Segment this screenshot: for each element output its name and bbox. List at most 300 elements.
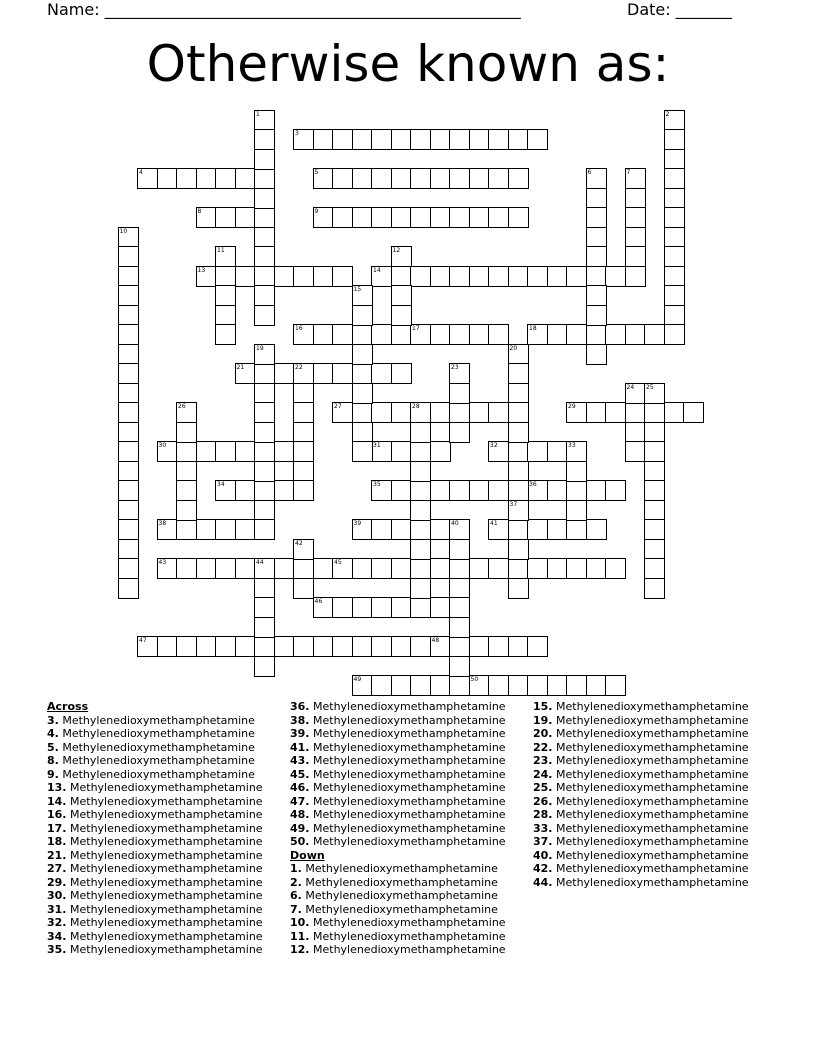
crossword-cell[interactable] — [410, 461, 431, 482]
crossword-cell[interactable] — [137, 168, 158, 189]
crossword-cell[interactable] — [274, 441, 295, 462]
crossword-cell[interactable] — [332, 324, 353, 345]
crossword-cell[interactable] — [469, 324, 490, 345]
crossword-cell[interactable] — [176, 168, 197, 189]
crossword-cell[interactable] — [449, 675, 470, 696]
crossword-cell[interactable] — [196, 168, 217, 189]
crossword-cell[interactable] — [664, 129, 685, 150]
crossword-cell[interactable] — [586, 558, 607, 579]
crossword-cell[interactable] — [293, 402, 314, 423]
crossword-cell[interactable] — [371, 675, 392, 696]
crossword-cell[interactable] — [332, 168, 353, 189]
crossword-cell[interactable] — [391, 636, 412, 657]
crossword-cell[interactable] — [371, 636, 392, 657]
crossword-cell[interactable] — [313, 636, 334, 657]
crossword-cell[interactable] — [391, 558, 412, 579]
crossword-cell[interactable] — [430, 558, 451, 579]
crossword-cell[interactable] — [254, 636, 275, 657]
crossword-cell[interactable] — [293, 539, 314, 560]
crossword-cell[interactable] — [410, 129, 431, 150]
crossword-cell[interactable] — [664, 285, 685, 306]
crossword-cell[interactable] — [469, 636, 490, 657]
crossword-cell[interactable] — [371, 402, 392, 423]
crossword-cell[interactable] — [371, 266, 392, 287]
crossword-cell[interactable] — [371, 363, 392, 384]
crossword-cell[interactable] — [488, 636, 509, 657]
crossword-cell[interactable] — [430, 597, 451, 618]
crossword-cell[interactable] — [508, 383, 529, 404]
crossword-cell[interactable] — [488, 519, 509, 540]
crossword-cell[interactable] — [235, 363, 256, 384]
crossword-cell[interactable] — [293, 578, 314, 599]
crossword-cell[interactable] — [605, 480, 626, 501]
crossword-cell[interactable] — [430, 168, 451, 189]
crossword-cell[interactable] — [410, 402, 431, 423]
crossword-cell[interactable] — [293, 422, 314, 443]
crossword-cell[interactable] — [371, 480, 392, 501]
crossword-cell[interactable] — [215, 636, 236, 657]
crossword-cell[interactable] — [410, 578, 431, 599]
crossword-cell[interactable] — [547, 675, 568, 696]
crossword-cell[interactable] — [527, 441, 548, 462]
crossword-cell[interactable] — [254, 578, 275, 599]
crossword-cell[interactable] — [605, 558, 626, 579]
crossword-cell[interactable] — [566, 402, 587, 423]
crossword-cell[interactable] — [118, 441, 139, 462]
crossword-cell[interactable] — [586, 266, 607, 287]
crossword-cell[interactable] — [235, 441, 256, 462]
crossword-cell[interactable] — [664, 110, 685, 131]
crossword-cell[interactable] — [586, 285, 607, 306]
crossword-cell[interactable] — [508, 129, 529, 150]
crossword-cell[interactable] — [449, 578, 470, 599]
crossword-cell[interactable] — [118, 558, 139, 579]
crossword-cell[interactable] — [215, 285, 236, 306]
crossword-cell[interactable] — [664, 266, 685, 287]
crossword-cell[interactable] — [391, 363, 412, 384]
crossword-cell[interactable] — [586, 675, 607, 696]
crossword-cell[interactable] — [391, 324, 412, 345]
date-line[interactable]: _______ — [675, 0, 732, 19]
crossword-cell[interactable] — [488, 324, 509, 345]
crossword-cell[interactable] — [118, 246, 139, 267]
crossword-cell[interactable] — [664, 149, 685, 170]
crossword-cell[interactable] — [352, 363, 373, 384]
crossword-cell[interactable] — [235, 168, 256, 189]
crossword-cell[interactable] — [118, 266, 139, 287]
crossword-cell[interactable] — [391, 129, 412, 150]
crossword-cell[interactable] — [410, 168, 431, 189]
crossword-cell[interactable] — [274, 558, 295, 579]
crossword-cell[interactable] — [215, 305, 236, 326]
crossword-cell[interactable] — [157, 558, 178, 579]
crossword-cell[interactable] — [391, 675, 412, 696]
crossword-cell[interactable] — [176, 402, 197, 423]
crossword-cell[interactable] — [488, 207, 509, 228]
crossword-cell[interactable] — [410, 500, 431, 521]
crossword-cell[interactable] — [625, 207, 646, 228]
crossword-cell[interactable] — [254, 266, 275, 287]
crossword-cell[interactable] — [176, 461, 197, 482]
crossword-cell[interactable] — [352, 558, 373, 579]
crossword-cell[interactable] — [352, 129, 373, 150]
crossword-cell[interactable] — [254, 305, 275, 326]
crossword-cell[interactable] — [196, 441, 217, 462]
crossword-cell[interactable] — [118, 383, 139, 404]
crossword-cell[interactable] — [332, 597, 353, 618]
crossword-cell[interactable] — [157, 441, 178, 462]
crossword-cell[interactable] — [508, 422, 529, 443]
crossword-cell[interactable] — [508, 636, 529, 657]
crossword-cell[interactable] — [332, 207, 353, 228]
crossword-cell[interactable] — [664, 246, 685, 267]
name-line[interactable]: ____________________________________________________ — [104, 0, 521, 19]
crossword-cell[interactable] — [625, 227, 646, 248]
crossword-cell[interactable] — [586, 324, 607, 345]
crossword-cell[interactable] — [644, 578, 665, 599]
crossword-cell[interactable] — [527, 558, 548, 579]
crossword-cell[interactable] — [605, 675, 626, 696]
crossword-cell[interactable] — [488, 266, 509, 287]
crossword-cell[interactable] — [508, 519, 529, 540]
crossword-cell[interactable] — [469, 129, 490, 150]
crossword-cell[interactable] — [586, 188, 607, 209]
crossword-cell[interactable] — [508, 363, 529, 384]
crossword-cell[interactable] — [664, 227, 685, 248]
crossword-cell[interactable] — [196, 519, 217, 540]
crossword-cell[interactable] — [274, 363, 295, 384]
crossword-cell[interactable] — [625, 266, 646, 287]
crossword-cell[interactable] — [254, 188, 275, 209]
crossword-cell[interactable] — [118, 500, 139, 521]
crossword-cell[interactable] — [254, 656, 275, 677]
crossword-cell[interactable] — [235, 519, 256, 540]
crossword-cell[interactable] — [449, 129, 470, 150]
crossword-cell[interactable] — [527, 266, 548, 287]
crossword-cell[interactable] — [293, 480, 314, 501]
crossword-cell[interactable] — [118, 539, 139, 560]
crossword-cell[interactable] — [664, 188, 685, 209]
crossword-cell[interactable] — [508, 441, 529, 462]
crossword-cell[interactable] — [664, 207, 685, 228]
crossword-cell[interactable] — [488, 558, 509, 579]
crossword-cell[interactable] — [313, 207, 334, 228]
crossword-cell[interactable] — [488, 168, 509, 189]
crossword-cell[interactable] — [371, 519, 392, 540]
crossword-cell[interactable] — [508, 168, 529, 189]
crossword-cell[interactable] — [566, 500, 587, 521]
crossword-cell[interactable] — [410, 480, 431, 501]
crossword-cell[interactable] — [176, 636, 197, 657]
crossword-cell[interactable] — [352, 675, 373, 696]
crossword-cell[interactable] — [605, 402, 626, 423]
crossword-cell[interactable] — [215, 168, 236, 189]
crossword-cell[interactable] — [215, 246, 236, 267]
crossword-cell[interactable] — [352, 344, 373, 365]
crossword-cell[interactable] — [566, 441, 587, 462]
crossword-cell[interactable] — [313, 363, 334, 384]
crossword-cell[interactable] — [508, 558, 529, 579]
crossword-cell[interactable] — [274, 480, 295, 501]
crossword-cell[interactable] — [527, 129, 548, 150]
crossword-cell[interactable] — [449, 519, 470, 540]
crossword-cell[interactable] — [274, 266, 295, 287]
crossword-cell[interactable] — [527, 519, 548, 540]
crossword-cell[interactable] — [547, 558, 568, 579]
crossword-cell[interactable] — [118, 578, 139, 599]
crossword-cell[interactable] — [293, 324, 314, 345]
crossword-cell[interactable] — [430, 129, 451, 150]
crossword-cell[interactable] — [410, 675, 431, 696]
crossword-cell[interactable] — [274, 636, 295, 657]
crossword-cell[interactable] — [313, 324, 334, 345]
crossword-cell[interactable] — [527, 675, 548, 696]
crossword-cell[interactable] — [430, 324, 451, 345]
crossword-cell[interactable] — [332, 402, 353, 423]
crossword-cell[interactable] — [410, 441, 431, 462]
crossword-cell[interactable] — [254, 207, 275, 228]
crossword-cell[interactable] — [118, 461, 139, 482]
crossword-cell[interactable] — [586, 402, 607, 423]
crossword-cell[interactable] — [449, 422, 470, 443]
crossword-cell[interactable] — [508, 461, 529, 482]
crossword-cell[interactable] — [254, 168, 275, 189]
crossword-cell[interactable] — [332, 266, 353, 287]
crossword-cell[interactable] — [254, 461, 275, 482]
crossword-cell[interactable] — [508, 480, 529, 501]
crossword-cell[interactable] — [254, 558, 275, 579]
crossword-cell[interactable] — [449, 402, 470, 423]
crossword-cell[interactable] — [235, 558, 256, 579]
crossword-cell[interactable] — [644, 519, 665, 540]
crossword-cell[interactable] — [313, 168, 334, 189]
crossword-cell[interactable] — [118, 227, 139, 248]
crossword-cell[interactable] — [644, 480, 665, 501]
crossword-cell[interactable] — [469, 207, 490, 228]
crossword-cell[interactable] — [176, 500, 197, 521]
crossword-cell[interactable] — [586, 207, 607, 228]
crossword-cell[interactable] — [118, 402, 139, 423]
crossword-cell[interactable] — [254, 363, 275, 384]
crossword-cell[interactable] — [644, 383, 665, 404]
crossword-cell[interactable] — [488, 402, 509, 423]
crossword-cell[interactable] — [644, 558, 665, 579]
crossword-cell[interactable] — [352, 168, 373, 189]
crossword-cell[interactable] — [508, 266, 529, 287]
crossword-cell[interactable] — [449, 656, 470, 677]
crossword-cell[interactable] — [625, 422, 646, 443]
crossword-cell[interactable] — [371, 324, 392, 345]
crossword-cell[interactable] — [254, 617, 275, 638]
crossword-cell[interactable] — [391, 246, 412, 267]
crossword-cell[interactable] — [254, 383, 275, 404]
crossword-cell[interactable] — [254, 246, 275, 267]
crossword-cell[interactable] — [508, 675, 529, 696]
crossword-cell[interactable] — [254, 285, 275, 306]
crossword-cell[interactable] — [547, 519, 568, 540]
crossword-cell[interactable] — [293, 558, 314, 579]
crossword-cell[interactable] — [254, 402, 275, 423]
crossword-cell[interactable] — [391, 519, 412, 540]
crossword-cell[interactable] — [547, 441, 568, 462]
crossword-cell[interactable] — [664, 168, 685, 189]
crossword-cell[interactable] — [449, 363, 470, 384]
crossword-cell[interactable] — [391, 266, 412, 287]
crossword-cell[interactable] — [254, 227, 275, 248]
crossword-cell[interactable] — [547, 266, 568, 287]
crossword-cell[interactable] — [508, 500, 529, 521]
crossword-cell[interactable] — [313, 129, 334, 150]
crossword-cell[interactable] — [254, 597, 275, 618]
crossword-cell[interactable] — [625, 402, 646, 423]
crossword-cell[interactable] — [430, 519, 451, 540]
crossword-cell[interactable] — [293, 383, 314, 404]
crossword-cell[interactable] — [391, 402, 412, 423]
crossword-cell[interactable] — [352, 324, 373, 345]
crossword-cell[interactable] — [254, 519, 275, 540]
crossword-cell[interactable] — [391, 207, 412, 228]
crossword-cell[interactable] — [371, 441, 392, 462]
crossword-cell[interactable] — [254, 441, 275, 462]
crossword-cell[interactable] — [508, 539, 529, 560]
crossword-cell[interactable] — [449, 539, 470, 560]
crossword-cell[interactable] — [683, 402, 704, 423]
crossword-cell[interactable] — [410, 266, 431, 287]
crossword-cell[interactable] — [449, 266, 470, 287]
crossword-cell[interactable] — [625, 246, 646, 267]
crossword-cell[interactable] — [332, 558, 353, 579]
crossword-cell[interactable] — [644, 324, 665, 345]
crossword-cell[interactable] — [664, 402, 685, 423]
crossword-cell[interactable] — [410, 519, 431, 540]
crossword-cell[interactable] — [254, 422, 275, 443]
crossword-cell[interactable] — [410, 422, 431, 443]
crossword-cell[interactable] — [254, 500, 275, 521]
crossword-cell[interactable] — [625, 188, 646, 209]
crossword-cell[interactable] — [410, 558, 431, 579]
crossword-cell[interactable] — [449, 168, 470, 189]
crossword-cell[interactable] — [215, 480, 236, 501]
crossword-cell[interactable] — [449, 617, 470, 638]
crossword-cell[interactable] — [313, 597, 334, 618]
crossword-cell[interactable] — [352, 597, 373, 618]
crossword-cell[interactable] — [566, 461, 587, 482]
crossword-cell[interactable] — [118, 305, 139, 326]
crossword-cell[interactable] — [625, 441, 646, 462]
crossword-cell[interactable] — [391, 168, 412, 189]
crossword-cell[interactable] — [644, 402, 665, 423]
crossword-cell[interactable] — [430, 441, 451, 462]
crossword-cell[interactable] — [430, 675, 451, 696]
crossword-cell[interactable] — [176, 422, 197, 443]
crossword-cell[interactable] — [391, 597, 412, 618]
crossword-cell[interactable] — [352, 383, 373, 404]
crossword-cell[interactable] — [449, 207, 470, 228]
crossword-cell[interactable] — [566, 675, 587, 696]
crossword-cell[interactable] — [196, 558, 217, 579]
crossword-cell[interactable] — [157, 519, 178, 540]
crossword-cell[interactable] — [352, 285, 373, 306]
crossword-cell[interactable] — [118, 285, 139, 306]
crossword-cell[interactable] — [508, 207, 529, 228]
crossword-cell[interactable] — [430, 402, 451, 423]
crossword-cell[interactable] — [352, 441, 373, 462]
crossword-cell[interactable] — [254, 129, 275, 150]
crossword-cell[interactable] — [391, 305, 412, 326]
crossword-cell[interactable] — [313, 266, 334, 287]
crossword-cell[interactable] — [293, 441, 314, 462]
crossword-cell[interactable] — [215, 558, 236, 579]
crossword-cell[interactable] — [196, 207, 217, 228]
crossword-cell[interactable] — [586, 344, 607, 365]
crossword-cell[interactable] — [254, 344, 275, 365]
crossword-cell[interactable] — [332, 636, 353, 657]
crossword-cell[interactable] — [410, 539, 431, 560]
crossword-cell[interactable] — [176, 480, 197, 501]
crossword-cell[interactable] — [410, 636, 431, 657]
crossword-cell[interactable] — [332, 363, 353, 384]
crossword-cell[interactable] — [371, 558, 392, 579]
crossword-cell[interactable] — [235, 207, 256, 228]
crossword-cell[interactable] — [215, 519, 236, 540]
crossword-cell[interactable] — [430, 266, 451, 287]
crossword-cell[interactable] — [215, 441, 236, 462]
crossword-cell[interactable] — [469, 168, 490, 189]
crossword-cell[interactable] — [352, 636, 373, 657]
crossword-cell[interactable] — [391, 441, 412, 462]
crossword-cell[interactable] — [430, 480, 451, 501]
crossword-cell[interactable] — [176, 441, 197, 462]
crossword-cell[interactable] — [586, 227, 607, 248]
crossword-cell[interactable] — [605, 324, 626, 345]
crossword-cell[interactable] — [566, 480, 587, 501]
crossword-cell[interactable] — [235, 480, 256, 501]
crossword-cell[interactable] — [644, 422, 665, 443]
crossword-cell[interactable] — [664, 324, 685, 345]
crossword-cell[interactable] — [449, 558, 470, 579]
crossword-cell[interactable] — [644, 539, 665, 560]
crossword-cell[interactable] — [469, 266, 490, 287]
crossword-cell[interactable] — [488, 441, 509, 462]
crossword-cell[interactable] — [449, 480, 470, 501]
crossword-cell[interactable] — [254, 480, 275, 501]
crossword-cell[interactable] — [391, 480, 412, 501]
crossword-cell[interactable] — [586, 246, 607, 267]
crossword-cell[interactable] — [313, 558, 334, 579]
crossword-cell[interactable] — [137, 636, 158, 657]
crossword-cell[interactable] — [508, 344, 529, 365]
crossword-cell[interactable] — [332, 129, 353, 150]
crossword-cell[interactable] — [235, 266, 256, 287]
crossword-cell[interactable] — [215, 324, 236, 345]
crossword-cell[interactable] — [410, 207, 431, 228]
crossword-cell[interactable] — [508, 578, 529, 599]
crossword-cell[interactable] — [196, 636, 217, 657]
crossword-cell[interactable] — [293, 129, 314, 150]
crossword-cell[interactable] — [586, 168, 607, 189]
crossword-cell[interactable] — [293, 363, 314, 384]
crossword-cell[interactable] — [157, 168, 178, 189]
crossword-cell[interactable] — [352, 207, 373, 228]
crossword-cell[interactable] — [547, 324, 568, 345]
crossword-cell[interactable] — [235, 636, 256, 657]
crossword-cell[interactable] — [176, 519, 197, 540]
crossword-cell[interactable] — [118, 422, 139, 443]
crossword-cell[interactable] — [625, 324, 646, 345]
crossword-cell[interactable] — [254, 149, 275, 170]
crossword-cell[interactable] — [371, 129, 392, 150]
crossword-cell[interactable] — [644, 441, 665, 462]
